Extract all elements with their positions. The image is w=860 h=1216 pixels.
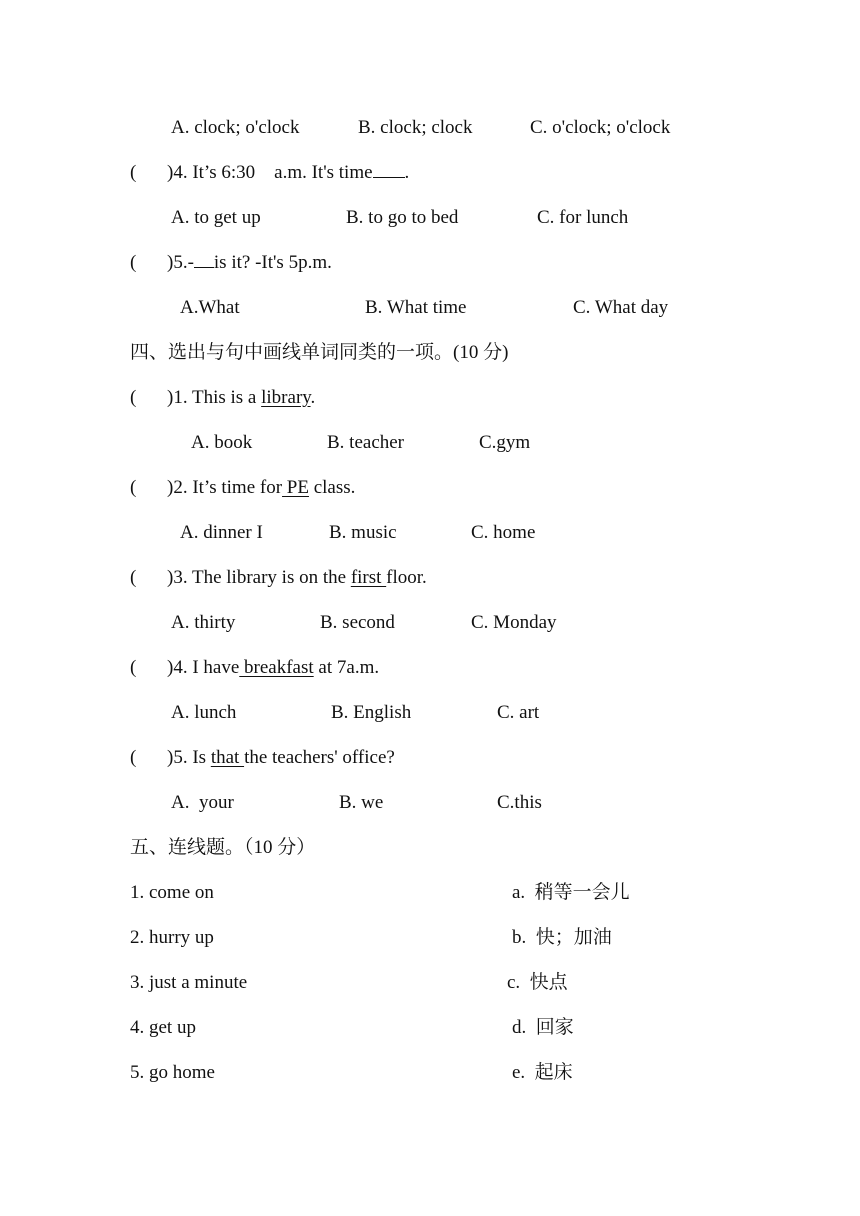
q4-4-question <box>167 656 379 680</box>
section-5-heading: 五、连线题。（10 分） <box>130 837 316 858</box>
q3-5-option-b: B. What time <box>365 297 467 318</box>
q3-4-text: 4. It’s 6:30 a.m. It's time <box>173 162 373 183</box>
q4-3-text: 3. The library is on the <box>173 567 351 588</box>
q4-3-question <box>167 566 427 590</box>
q4-3-open-paren: ( <box>130 567 137 588</box>
q4-1-option-a: A. book <box>191 432 253 453</box>
match-right-item: a. 稍等一会儿 <box>512 882 630 903</box>
match-left-item: 5. go home <box>130 1062 215 1083</box>
match-left-item: 2. hurry up <box>130 927 214 948</box>
q3-4-option-c: C. for lunch <box>537 207 629 228</box>
q4-5-underlined-word: that <box>210 747 245 768</box>
q4-1-option-c: C.gym <box>479 432 531 453</box>
q3-5-open-paren: ( <box>130 252 137 273</box>
q4-2-option-b: B. music <box>329 522 397 543</box>
q3-3-option-c: C. o'clock; o'clock <box>530 117 671 138</box>
q4-2-option-a: A. dinner I <box>180 522 263 543</box>
q4-2-open-paren: ( <box>130 477 137 498</box>
q4-4-open-paren: ( <box>130 657 137 678</box>
answer-blank <box>194 251 214 268</box>
q3-5-text-end: is it? -It's 5p.m. <box>213 252 332 273</box>
q4-4-close-paren: ) <box>167 657 174 678</box>
q4-2-option-c: C. home <box>471 522 536 543</box>
match-right-item: b. 快；加油 <box>512 927 612 948</box>
q4-2-underlined-word: PE <box>282 477 309 498</box>
q3-3-option-b: B. clock; clock <box>358 117 473 138</box>
q4-5-option-b: B. we <box>339 792 384 813</box>
match-right-item: d. 回家 <box>512 1017 574 1038</box>
q4-5-question <box>167 746 395 770</box>
match-left-item: 1. come on <box>130 882 214 903</box>
q4-1-text: 1. This is a <box>173 387 262 408</box>
q4-1-question <box>167 386 315 410</box>
q3-5-text: 5.- <box>173 252 194 273</box>
q3-3-option-a: A. clock; o'clock <box>171 117 300 138</box>
q4-4-option-a: A. lunch <box>171 702 237 723</box>
q3-4-option-a: A. to get up <box>171 207 261 228</box>
q3-4-close-paren: ) <box>167 162 174 183</box>
q4-5-text-end: the teachers' office? <box>244 747 395 768</box>
q4-2-text-end: class. <box>308 477 356 498</box>
q3-4-question <box>167 161 409 185</box>
q4-3-option-b: B. second <box>320 612 395 633</box>
q4-3-underlined-word: first <box>350 567 387 588</box>
q4-3-text-end: floor. <box>386 567 427 588</box>
q4-2-question <box>167 476 355 500</box>
q4-3-option-c: C. Monday <box>471 612 557 633</box>
q3-4-text-end: . <box>404 162 410 183</box>
q4-4-text-end: at 7a.m. <box>313 657 380 678</box>
match-left-item: 3. just a minute <box>130 972 248 993</box>
q4-1-close-paren: ) <box>167 387 174 408</box>
q4-5-option-c: C.this <box>497 792 542 813</box>
q4-2-text: 2. It’s time for <box>173 477 283 498</box>
q4-2-close-paren: ) <box>167 477 174 498</box>
q4-4-underlined-word: breakfast <box>239 657 314 678</box>
q4-5-close-paren: ) <box>167 747 174 768</box>
match-left-item: 4. get up <box>130 1017 196 1038</box>
match-right-item: e. 起床 <box>512 1062 573 1083</box>
q4-1-open-paren: ( <box>130 387 137 408</box>
q4-4-option-c: C. art <box>497 702 540 723</box>
q3-4-open-paren: ( <box>130 162 137 183</box>
q4-3-option-a: A. thirty <box>171 612 236 633</box>
q4-4-option-b: B. English <box>331 702 412 723</box>
q4-4-text: 4. I have <box>173 657 240 678</box>
q4-5-open-paren: ( <box>130 747 137 768</box>
q3-5-question <box>167 251 332 275</box>
answer-blank <box>373 161 405 178</box>
q3-5-option-c: C. What day <box>573 297 669 318</box>
q3-5-option-a: A.What <box>180 297 240 318</box>
section-4-heading: 四、选出与句中画线单词同类的一项。(10 分) <box>130 342 509 363</box>
q3-5-close-paren: ) <box>167 252 174 273</box>
match-right-item: c. 快点 <box>507 972 568 993</box>
q4-1-option-b: B. teacher <box>327 432 405 453</box>
q4-1-text-end: . <box>310 387 316 408</box>
q4-5-text: 5. Is <box>173 747 211 768</box>
q4-1-underlined-word: library <box>261 387 311 408</box>
q4-3-close-paren: ) <box>167 567 174 588</box>
q3-4-option-b: B. to go to bed <box>346 207 459 228</box>
q4-5-option-a: A. your <box>171 792 234 813</box>
